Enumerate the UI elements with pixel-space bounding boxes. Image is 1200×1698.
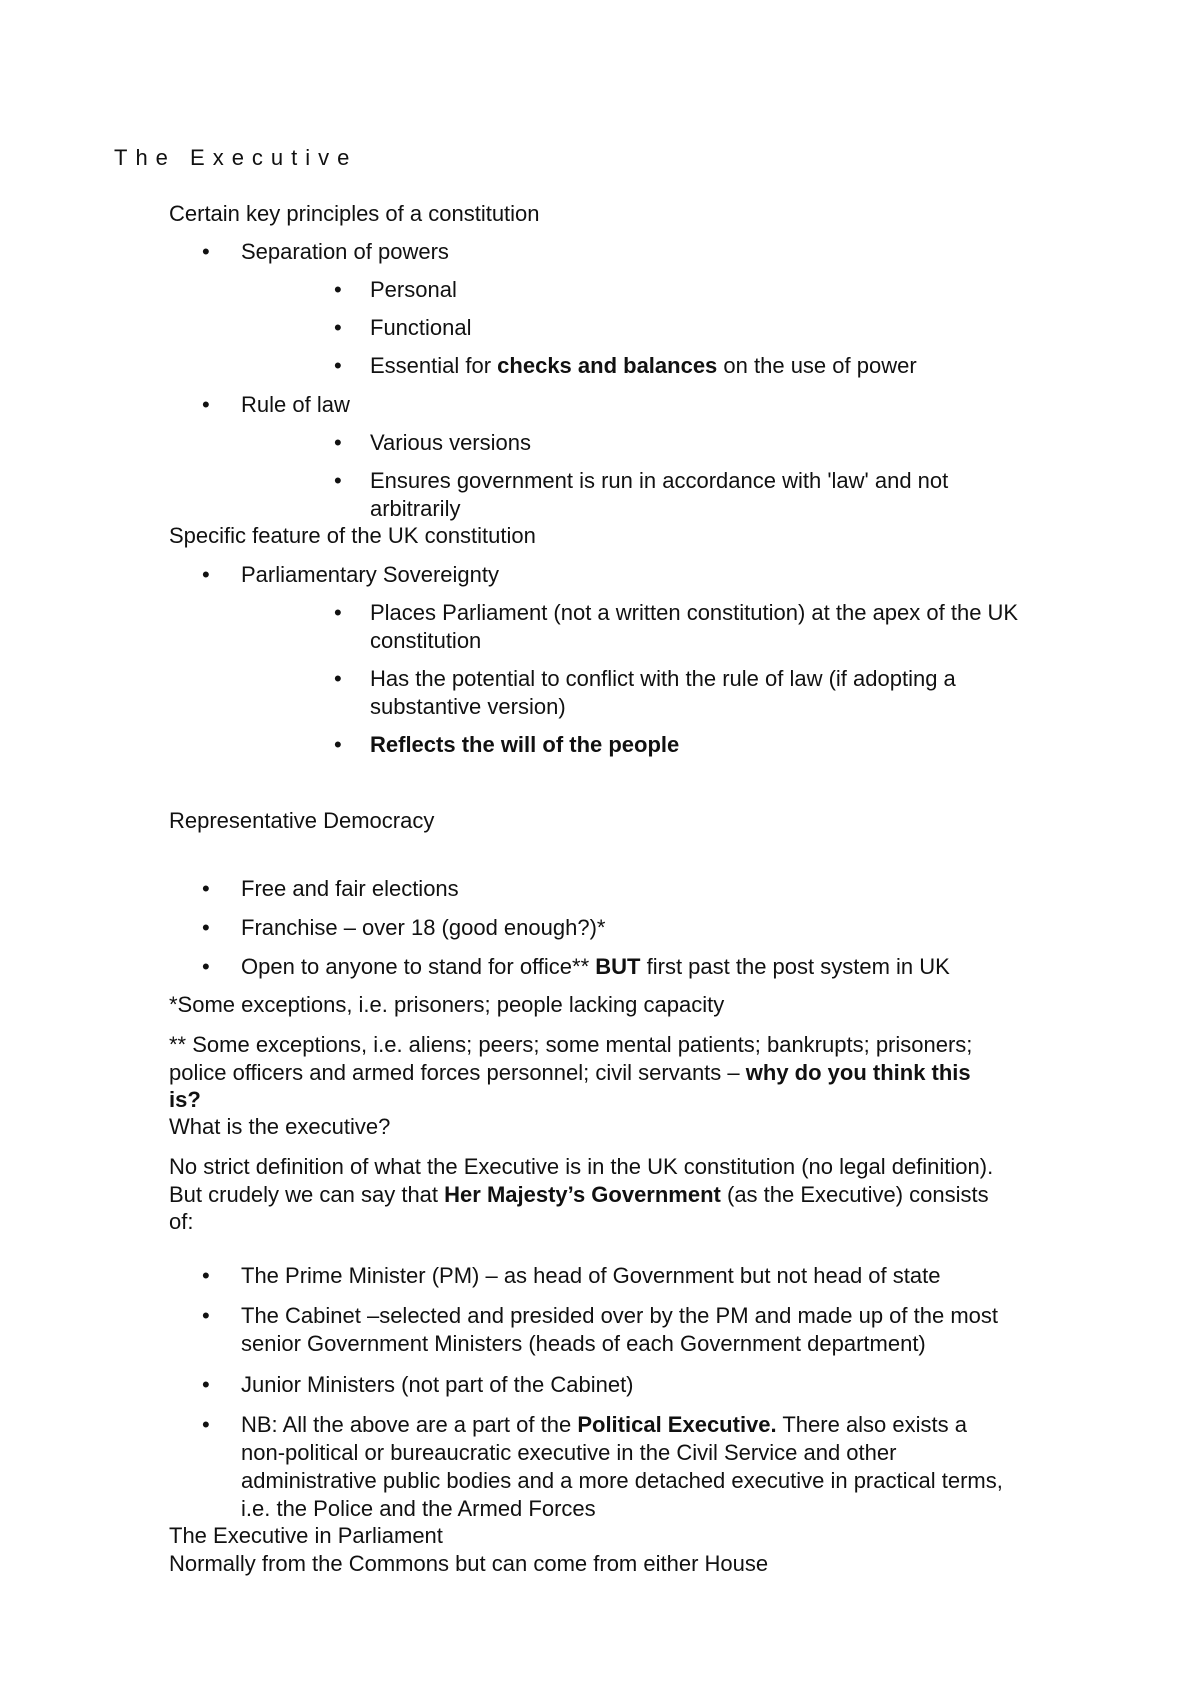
executive-in-parliament-heading: The Executive in Parliament	[169, 1523, 443, 1548]
definition-text-bold: Her Majesty’s Government	[444, 1182, 721, 1207]
bullet-icon: •	[202, 1412, 210, 1437]
bullet-icon: •	[334, 430, 342, 455]
bullet-icon: •	[334, 468, 342, 493]
list-item-functional: Functional	[370, 315, 472, 340]
list-item-ensures-line2: arbitrarily	[370, 496, 461, 521]
essential-text-post: on the use of power	[717, 353, 917, 378]
principles-heading: Certain key principles of a constitution	[169, 201, 540, 226]
footnote-exceptions-2-line1: ** Some exceptions, i.e. aliens; peers; some mental patients; bankrupts; prisoners;	[169, 1032, 973, 1057]
footnote-exceptions-1: *Some exceptions, i.e. prisoners; people lacking capacity	[169, 992, 725, 1017]
list-item-nb-line3: administrative public bodies and a more detached executive in practical terms,	[241, 1468, 1003, 1493]
open-text-pre: Open to anyone to stand for office**	[241, 954, 596, 979]
list-item-places-line1: Places Parliament (not a written constitution) at the apex of the UK	[370, 600, 1019, 625]
list-item-parliamentary-sovereignty: Parliamentary Sovereignty	[241, 562, 500, 587]
list-item-free-fair: Free and fair elections	[241, 876, 459, 901]
list-item-junior-ministers: Junior Ministers (not part of the Cabinet)	[241, 1372, 634, 1397]
list-item-open-to-anyone	[241, 953, 950, 981]
reflects-text: Reflects the will of the people	[370, 732, 680, 757]
bullet-icon: •	[202, 1263, 210, 1288]
bullet-icon: •	[202, 562, 210, 587]
definition-text-pre: But crudely we can say that	[169, 1182, 445, 1207]
list-item-cabinet-line1: The Cabinet –selected and presided over by the PM and made up of the most	[241, 1303, 999, 1328]
list-item-prime-minister: The Prime Minister (PM) – as head of Government but not head of state	[241, 1263, 941, 1288]
bullet-icon: •	[202, 392, 210, 417]
what-is-executive-heading: What is the executive?	[169, 1114, 391, 1139]
definition-line1: No strict definition of what the Executive is in the UK constitution (no legal definition).	[169, 1154, 994, 1179]
list-item-places-line2: constitution	[370, 628, 482, 653]
list-item-cabinet-line2: senior Government Ministers (heads of each Government department)	[241, 1331, 926, 1356]
bullet-icon: •	[202, 239, 210, 264]
list-item-separation-of-powers: Separation of powers	[241, 239, 449, 264]
bullet-icon: •	[202, 954, 210, 979]
bullet-icon: •	[202, 1303, 210, 1328]
specific-heading: Specific feature of the UK constitution	[169, 523, 536, 548]
nb-text-post: There also exists a	[776, 1412, 967, 1437]
bullet-icon: •	[202, 1372, 210, 1397]
bullet-icon: •	[334, 600, 342, 625]
definition-text-post: (as the Executive) consists	[720, 1182, 989, 1207]
list-item-personal: Personal	[370, 277, 457, 302]
list-item-various-versions: Various versions	[370, 430, 531, 455]
exceptions2-text-bold: why do you think this	[745, 1060, 971, 1085]
list-item-nb-line2: non-political or bureaucratic executive in the Civil Service and other	[241, 1440, 897, 1465]
bullet-icon: •	[334, 732, 342, 757]
exceptions2-text-bold-end: is?	[169, 1087, 201, 1112]
open-text-bold: BUT	[595, 954, 641, 979]
footnote-exceptions-2-line2	[169, 1059, 971, 1087]
representative-democracy-heading: Representative Democracy	[169, 808, 435, 833]
list-item-conflict-line2: substantive version)	[370, 694, 566, 719]
page-title: The Executive	[114, 145, 358, 170]
nb-text-pre: NB: All the above are a part of the	[241, 1412, 578, 1437]
list-item-conflict-line1: Has the potential to conflict with the rule of law (if adopting a	[370, 666, 956, 691]
open-text-post: first past the post system in UK	[640, 954, 950, 979]
normally-from-commons: Normally from the Commons but can come from either House	[169, 1551, 769, 1576]
essential-text-pre: Essential for	[370, 353, 498, 378]
list-item-reflects	[370, 731, 679, 759]
nb-text-bold: Political Executive.	[577, 1412, 777, 1437]
list-item-ensures-line1: Ensures government is run in accordance with 'law' and not	[370, 468, 949, 493]
list-item-franchise: Franchise – over 18 (good enough?)*	[241, 915, 606, 940]
bullet-icon: •	[334, 277, 342, 302]
footnote-exceptions-2-line3	[169, 1086, 201, 1114]
list-item-nb-line4: i.e. the Police and the Armed Forces	[241, 1496, 596, 1521]
bullet-icon: •	[202, 915, 210, 940]
definition-line2	[169, 1181, 989, 1209]
bullet-icon: •	[334, 666, 342, 691]
list-item-essential	[370, 352, 917, 380]
definition-line3: of:	[169, 1209, 194, 1234]
list-item-rule-of-law: Rule of law	[241, 392, 350, 417]
bullet-icon: •	[334, 353, 342, 378]
bullet-icon: •	[202, 876, 210, 901]
exceptions2-text-pre: police officers and armed forces personnel; civil servants –	[169, 1060, 746, 1085]
essential-text-bold: checks and balances	[497, 353, 718, 378]
bullet-icon: •	[334, 315, 342, 340]
list-item-nb-line1	[241, 1411, 967, 1439]
